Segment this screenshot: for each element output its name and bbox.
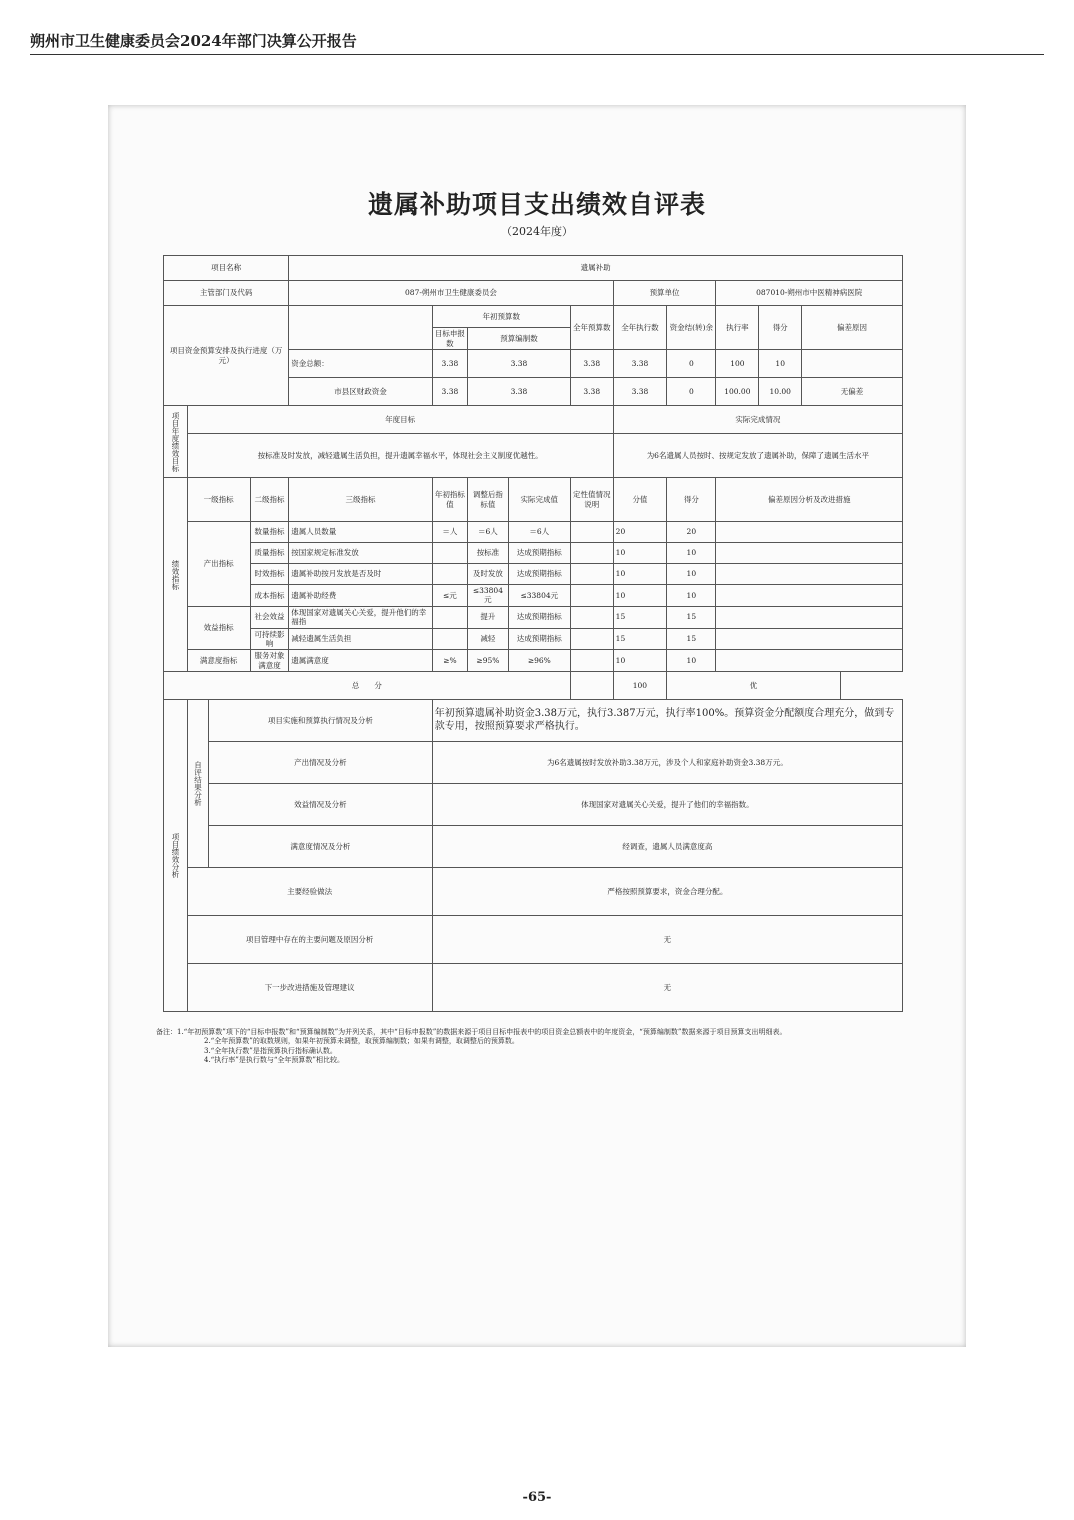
analysis-sub-label: 自评结果分析 [187,700,208,868]
goal-section-label: 项目年度绩效目标 [164,406,188,478]
budget-row: 资金总额： 3.38 3.38 3.38 3.38 0 100 10 [164,350,903,378]
header-divider [30,54,1044,55]
analysis-text: 严格按照预算要求，资金合理分配。 [432,868,902,916]
footnotes [156,1028,906,1066]
goal-actual-header: 实际完成情况 [613,406,902,434]
indicator-row: 可持续影响 减轻遗属生活负担 减轻 达成预期指标 15 15 [164,628,903,650]
analysis-text: 无 [432,964,902,1012]
indicator-row: 质量指标 按国家规定标准发放 按标准 达成预期指标 10 10 [164,543,903,564]
indicator-l2-header: 二级指标 [250,478,289,522]
dept-value: 087-朔州市卫生健康委员会 [289,281,613,306]
indicator-row: 成本指标 遗属补助经费 ≤元 ≤33804元 ≤33804元 10 10 [164,585,903,607]
project-name: 遗属补助 [289,256,903,281]
document-year: （2024年度） [501,225,573,238]
indicator-done-header: 实际完成值 [508,478,570,522]
total-label: 总 分 [164,672,571,700]
budget-rate-header: 执行率 [716,306,759,350]
budget-balance-header: 资金结(转)余 [667,306,716,350]
indicator-l1-output: 产出指标 [187,522,250,607]
budget-reason-header: 偏差原因 [802,306,903,350]
indicator-weight-header: 分值 [613,478,667,522]
page-header-title: 朔州市卫生健康委员会2024年部门决算公开报告 [30,32,357,50]
budget-initial-header: 年初预算数 [432,306,570,328]
evaluation-table: 项目名称 遗属补助 主管部门及代码 087-朔州市卫生健康委员会 预算单位 087010-朔州市中医精神病医院 项目资金预算安排及执行进度（万元） 年初预算数 全年预算数 全年执行数 资金结(转)余 执行率 得分 偏差原因 目标申报数 预算编制数 资金总额： 3.38 3.38 3.38 3.38 0 100 10 市县区财政资金 3.38 3.38 3.38 3.38 0 100.00 10.00 无偏差 项目年度绩效目标 年度目标 实际完成情况 按标准及时发放，减轻遗属生活负担，提升遗属幸福水平，体现社会主义制度优越性。 为6名遗属人员按时、按规定发放了遗属补助，保障了遗属生活水平 绩效指标 一级指标 二级指标 三级指标 年初指标值 调整后指标值 实际完成值 定性值情况说明 分值 得分 偏差原因分析及改进措施 产出指标 数量指标 遗属人员数量 ＝人 ＝6人 ＝6人 20 20 质量指标 按国家规定标准发放 按标准 达成预期指标 10 10 时效指标 遗属补助按月发放是否及时 及时发放 达成预期指标 10 10 成本指标 遗属补助经费 ≤元 ≤33804元 ≤33804元 10 10 效益指标 社会效益 体现国家对遗属关心关爱，提升他们的幸福指 提升 达成预期指标 15 15 可持续影响 减轻遗属生活负担 减轻 达成预期指标 15 15 满意度指标 服务对象满意度 遗属满意度 ≥% ≥95% ≥96% 10 10 总 分 100 优 项目绩效分析 自评结果分析 项目实施和预算执行情况及分析 年初预算遗属补助资金3.38万元，执行3.387万元，执行率100%。预算资金分配额度合理充分，做到专款专用，按照预算要求严格执行。 产出情况及分析 为6名遗属按时发放补助3.38万元，涉及个人和家庭补助资金3.38万元。 效益情况及分析 体现国家对遗属关心关爱，提升了他们的幸福指数。 满意度情况及分析 经调查，遗属人员满意度高 主要经验做法 严格按照预算要求，资金合理分配。 项目管理中存在的主要问题及原因分析 无 下一步改进措施及管理建议 无 [163,255,903,1012]
goal-annual-header: 年度目标 [187,406,613,434]
analysis-text: 无 [432,916,902,964]
note-line: 备注：1.“年初预算数”项下的“目标申报数”和“预算编制数”为并列关系，其中“目标申报数”的数据来源于项目目标申报表中的项目资金总额表中的年度资金，“预算编制数”数据来源于项目预算支出明细表。 [156,1028,787,1036]
note-line: 2.“全年预算数”的取数规则，如果年初预算未调整，取预算编制数；如果有调整，取调整后的预算数。 [204,1037,519,1046]
analysis-section-label: 项目绩效分析 [164,700,188,1012]
indicator-qual-header: 定性值情况说明 [570,478,613,522]
budget-compiled-header: 预算编制数 [468,328,571,350]
indicator-row: 效益指标 社会效益 体现国家对遗属关心关爱，提升他们的幸福指 提升 达成预期指标 15 15 [164,606,903,628]
indicator-dev-header: 偏差原因分析及改进措施 [716,478,903,522]
indicator-l1-satisfaction: 满意度指标 [187,650,250,672]
indicator-l1-header: 一级指标 [187,478,250,522]
goal-annual-text: 按标准及时发放，减轻遗属生活负担，提升遗属幸福水平，体现社会主义制度优越性。 [187,434,613,478]
goal-actual-text: 为6名遗属人员按时、按规定发放了遗属补助，保障了遗属生活水平 [613,434,902,478]
note-line: 4.“执行率”是执行数与“全年预算数”相比较。 [204,1056,344,1065]
page-number: -65- [522,1490,552,1505]
total-grade: 优 [667,672,840,700]
indicator-l3-header: 三级指标 [289,478,432,522]
indicator-section-label: 绩效指标 [164,478,188,672]
budget-full-header: 全年预算数 [570,306,613,350]
analysis-text: 为6名遗属按时发放补助3.38万元，涉及个人和家庭补助资金3.38万元。 [432,742,902,784]
budget-section-label: 项目资金预算安排及执行进度（万元） [164,306,289,406]
total-score: 100 [613,672,667,700]
indicator-l1-effect: 效益指标 [187,606,250,650]
indicator-adj-header: 调整后指标值 [468,478,509,522]
scanned-document [108,105,966,1347]
note-line: 3.“全年执行数”是指预算执行指标确认数。 [204,1046,337,1055]
indicator-score-header: 得分 [667,478,716,522]
dept-label: 主管部门及代码 [164,281,289,306]
document-title: 遗属补助项目支出绩效自评表 [367,190,706,219]
budget-exec-header: 全年执行数 [613,306,667,350]
budget-row: 市县区财政资金 3.38 3.38 3.38 3.38 0 100.00 10.00 无偏差 [164,378,903,406]
unit-value: 087010-朔州市中医精神病医院 [716,281,903,306]
budget-score-header: 得分 [759,306,802,350]
analysis-text: 经调查，遗属人员满意度高 [432,826,902,868]
analysis-text: 年初预算遗属补助资金3.38万元，执行3.387万元，执行率100%。预算资金分配额度合理充分，做到专款专用，按照预算要求严格执行。 [432,700,902,742]
indicator-year-header: 年初指标值 [432,478,467,522]
analysis-text: 体现国家对遗属关心关爱，提升了他们的幸福指数。 [432,784,902,826]
indicator-row: 满意度指标 服务对象满意度 遗属满意度 ≥% ≥95% ≥96% 10 10 [164,650,903,672]
indicator-row: 时效指标 遗属补助按月发放是否及时 及时发放 达成预期指标 10 10 [164,564,903,585]
indicator-row: 产出指标 数量指标 遗属人员数量 ＝人 ＝6人 ＝6人 20 20 [164,522,903,543]
budget-target-header: 目标申报数 [432,328,467,350]
unit-label: 预算单位 [613,281,716,306]
project-name-label: 项目名称 [164,256,289,281]
